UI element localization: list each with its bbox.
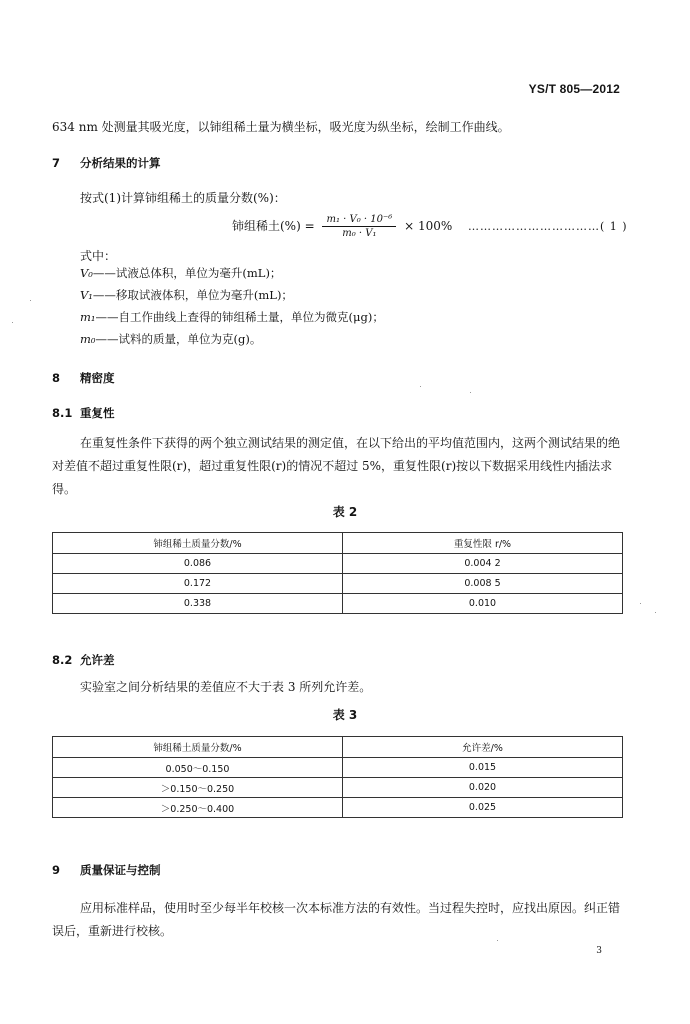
intro-line: 634 nm 处测量其吸光度，以铈组稀土量为横坐标，吸光度为纵坐标，绘制工作曲线。 [52, 120, 510, 134]
table-header-row [53, 533, 623, 554]
doc-code-header: YS/T 805—2012 [528, 82, 620, 96]
var-desc: ——试料的质量，单位为克(g)。 [95, 332, 262, 346]
table-cell: 0.015 [343, 758, 623, 778]
scan-speck [470, 392, 471, 393]
var-symbol: V₁ [80, 288, 93, 302]
section-7-heading [52, 155, 161, 171]
formula-number: ( 1 ) [600, 220, 628, 233]
section-number: 8 [52, 371, 61, 385]
section-title: 精密度 [80, 371, 115, 385]
var-m0 [80, 331, 261, 347]
table-header-cell: 铈组稀土质量分数/% [53, 533, 343, 554]
scan-speck [640, 603, 641, 604]
var-symbol: m₁ [80, 310, 96, 324]
section-number: 8.1 [52, 406, 73, 420]
scan-speck [655, 612, 656, 613]
table-3 [52, 736, 623, 818]
table-cell: 0.086 [53, 554, 343, 574]
table-row [53, 594, 623, 614]
var-symbol: m₀ [80, 332, 96, 346]
section-number: 8.2 [52, 653, 73, 667]
leader-dots: …………………………… [468, 220, 600, 233]
section-title: 分析结果的计算 [80, 156, 161, 170]
table-2 [52, 532, 623, 614]
section-number: 9 [52, 863, 61, 877]
formula-rhs: × 100% [404, 219, 453, 233]
table-cell: ＞0.150～0.250 [53, 778, 343, 798]
scan-speck [12, 322, 13, 323]
section-9-heading [52, 862, 161, 878]
section-title: 重复性 [80, 406, 115, 420]
section-8-1-paragraph: 在重复性条件下获得的两个独立测试结果的测定值，在以下给出的平均值范围内，这两个测试结果的绝对差值不超过重复性限(r)，超过重复性限(r)的情况不超过 5%，重复性限(r)按以下数据采用线性内插法求得。 [52, 436, 621, 496]
formula-lhs: 铈组稀土(%) = [232, 219, 315, 233]
formula-fraction [322, 214, 396, 239]
formula-leader-dots [468, 220, 628, 233]
where-label: 式中： [80, 249, 117, 263]
table-cell: 0.050～0.150 [53, 758, 343, 778]
formula-denominator: m₀ · V₁ [342, 228, 377, 239]
scan-speck [420, 386, 421, 387]
table-header-row [53, 737, 623, 758]
table-3-caption: 表 3 [332, 708, 358, 722]
table-row [53, 758, 623, 778]
scan-speck [30, 300, 31, 301]
section-8-1-heading [52, 405, 115, 421]
table-2-caption: 表 2 [332, 505, 358, 519]
section-title: 质量保证与控制 [80, 863, 161, 877]
var-v0 [80, 265, 281, 281]
var-desc: ——移取试液体积，单位为毫升(mL)； [92, 288, 293, 302]
page-number: 3 [596, 946, 602, 956]
var-symbol: V₀ [80, 266, 93, 280]
table-row [53, 554, 623, 574]
table-cell: 0.004 2 [343, 554, 623, 574]
section-8-2-paragraph: 实验室之间分析结果的差值应不大于表 3 所列允许差。 [80, 680, 372, 694]
table-cell: ＞0.250～0.400 [53, 798, 343, 818]
section-8-2-heading [52, 652, 115, 668]
table-cell: 0.025 [343, 798, 623, 818]
scan-speck [497, 940, 498, 941]
section-number: 7 [52, 156, 61, 170]
formula-lead: 按式(1)计算铈组稀土的质量分数(%)： [80, 191, 286, 205]
var-desc: ——自工作曲线上查得的铈组稀土量，单位为微克(μg)； [95, 310, 384, 324]
table-cell: 0.010 [343, 594, 623, 614]
table-row [53, 574, 623, 594]
section-title: 允许差 [80, 653, 115, 667]
formula-1 [232, 214, 452, 239]
table-header-cell: 允许差/% [343, 737, 623, 758]
section-9-paragraph: 应用标准样品，使用时至少每半年校核一次本标准方法的有效性。当过程失控时，应找出原因。纠正错误后，重新进行校核。 [52, 901, 621, 938]
var-desc: ——试液总体积，单位为毫升(mL)； [92, 266, 282, 280]
table-cell: 0.172 [53, 574, 343, 594]
table-cell: 0.338 [53, 594, 343, 614]
table-cell: 0.020 [343, 778, 623, 798]
var-v1 [80, 287, 293, 303]
var-m1 [80, 309, 384, 325]
table-header-cell: 铈组稀土质量分数/% [53, 737, 343, 758]
table-cell: 0.008 5 [343, 574, 623, 594]
formula-numerator: m₁ · V₀ · 10⁻⁶ [322, 214, 396, 227]
table-row [53, 778, 623, 798]
section-8-heading [52, 370, 115, 386]
table-row [53, 798, 623, 818]
table-header-cell: 重复性限 r/% [343, 533, 623, 554]
